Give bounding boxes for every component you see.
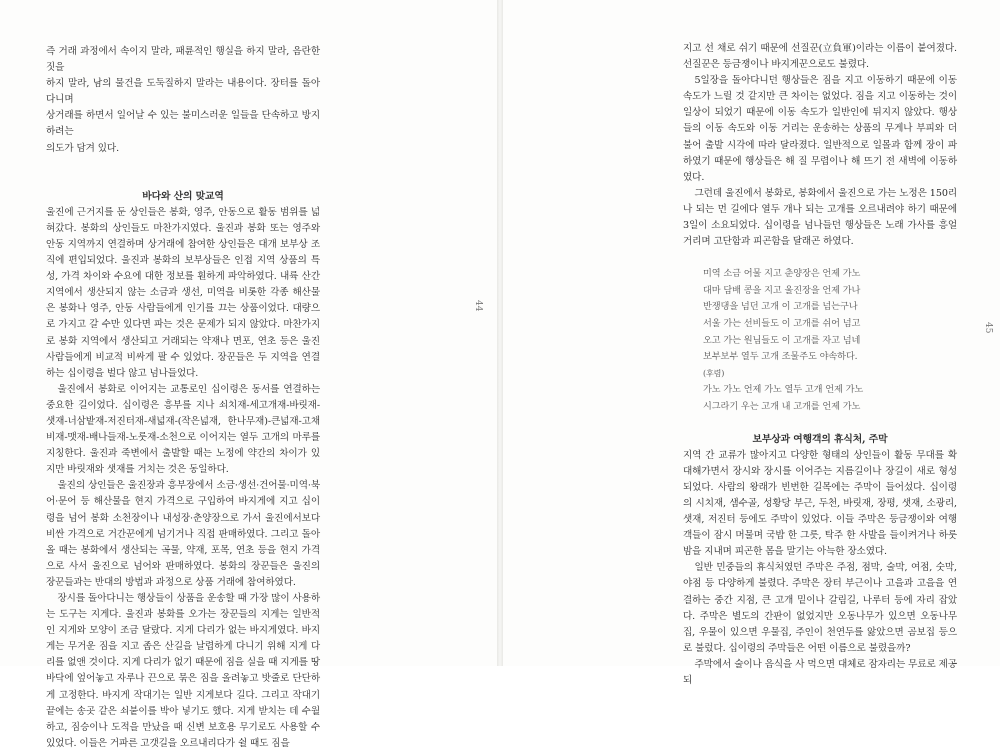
poem-line: 반쟁댕을 넘던 고개 이 고개를 넘는구나 — [703, 301, 858, 313]
section-heading-right: 보부상과 여행객의 휴식처, 주막 — [752, 433, 888, 445]
intro-line-1: 즉 거래 과정에서 속이지 말라, 패륜적인 행실을 하지 말라, 음란한 짓을 — [46, 46, 320, 74]
body-paragraph: 5일장을 돌아다니던 행상들은 짐을 지고 이동하기 때문에 이동 속도가 느릴 것 같지만 큰 차이는 없었다. 짐을 지고 이동하는 것이 일상이 되었기 때문에 이동 속도가 일반인에 뒤지지 않았다. 행상들의 이동 속도와 이동 거리는 운송하는 상품의 무게나 부피와 더불어 출발 시각에 따라 달라졌다. 일반적으로 일몰과 함께 장이 파하였기 때문에 행상들은 해 질 무렵이나 해 뜨기 전 새벽에 이동하였다. — [683, 75, 957, 183]
intro-line-2: 하지 말라, 남의 물건을 도둑질하지 말라는 내용이다. 장터를 돌아다니며 — [46, 78, 320, 106]
poem-line: 가노 가노 언제 가노 열두 고개 언제 가노 — [703, 384, 864, 396]
section-heading-left: 바다와 산의 맞교역 — [142, 190, 224, 202]
intro-line-3: 상거래를 하면서 일어날 수 있는 불미스러운 일들을 단속하고 방지하려는 — [46, 110, 320, 138]
right-text-column — [683, 41, 957, 689]
intro-line-4: 의도가 담겨 있다. — [46, 142, 120, 154]
poem-line: 시그라기 우는 고개 내 고개를 언제 가노 — [703, 400, 861, 412]
body-paragraph: 울진의 상인들은 울진장과 흥부장에서 소금·생선·건어물·미역·북어·문어 등 해산물을 현지 가격으로 구입하여 바지게에 지고 십이령을 넘어 봉화 소천장이나 내성장·춘양장으로 가서 울진에서보다 비싼 가격으로 거간꾼에게 넘기거나 직접 판매하였다. 그리고 돌아올 때는 봉화에서 생산되는 곡물, 약재, 포목, 연초 등을 현지 가격으로 사서 울진으로 넘어와 판매하였다. 봉화의 장꾼들은 울진의 장꾼들과는 반대의 방법과 과정으로 상품 거래에 참여하였다. — [46, 480, 320, 588]
left-text-column — [46, 44, 320, 752]
body-paragraph: 장시를 돌아다니는 행상들이 상품을 운송할 때 가장 많이 사용하는 도구는 지게다. 울진과 봉화를 오가는 장꾼들의 지게는 일반적인 지게와 모양이 조금 달랐다. 지게 다리가 없는 바지게였다. 바지게는 무거운 짐을 지고 좁은 산길을 날렵하게 다니기 위해 지게 다리를 없앤 것이다. 지게 다리가 없기 때문에 짐을 실을 때 지게를 땅바닥에 엎어놓고 자루나 끈으로 묶은 짐을 올려놓고 밧줄로 단단하게 고정한다. 바지게 작대기는 일반 지게보다 길다. 그리고 작대기 끝에는 송곳 같은 쇠붙이를 박아 넣기도 했다. 지게 받치는 데 수월하고, 짐승이나 도적을 만났을 때 신변 보호용 무기로도 사용할 수 있었다. 이들은 거파른 고갯길을 오르내리다가 쉴 때도 짐을 — [46, 593, 320, 749]
page-number-right: 45 — [983, 322, 993, 334]
body-paragraph: 지고 선 채로 쉬기 때문에 선질꾼(立負軍)이라는 이름이 붙여졌다. 선질꾼은 등금쟁이나 바지게꾼으로도 불렸다. — [683, 43, 957, 71]
page-number-left: 44 — [473, 300, 483, 312]
right-page — [503, 0, 1000, 686]
left-page — [0, 0, 497, 749]
body-paragraph: 그런데 울진에서 봉화로, 봉화에서 울진으로 가는 노정은 150리나 되는 먼 길에다 열두 개나 되는 고개를 오르내려야 하기 때문에 3일이 소요되었다. 십이령을 넘나들던 행상들은 노래 가사를 흥얼거리며 고단함과 피곤함을 달래곤 하였다. — [683, 187, 957, 248]
poem-line: 보부보부 열두 고개 조물주도 야속하다. — [703, 351, 858, 363]
body-paragraph: 울진에 근거지를 둔 상인들은 봉화, 영주, 안동으로 활동 범위를 넓혀갔다. 봉화의 상인들도 마찬가지였다. 울진과 봉화 또는 영주와 안동 지역까지 연결하며 상거래에 참여한 상인들은 대개 보부상 조직에 편입되었다. 울진과 봉화의 보부상들은 인접 지역 상품의 특성, 가격 차이와 수요에 대한 정보를 훤하게 파악하였다. 내륙 산간 지역에서 생산되지 않는 소금과 생선, 미역을 비롯한 각종 해산물은 봉화나 영주, 안동 사람들에게 인기를 끄는 상품이었다. 대량으로 가지고 갈 수만 있다면 파는 것은 문제가 되지 않았다. 마찬가지로 봉화 지역에서 생산되고 거래되는 약재나 면포, 연초 등은 울진 사람들에게 비교적 비싸게 팔 수 있었다. 장꾼들은 두 지역을 연결하는 십이령을 벌다 않고 넘나들었다. — [46, 206, 320, 379]
spacer — [46, 173, 320, 189]
folk-song-lyrics — [703, 266, 957, 415]
spacer — [683, 416, 957, 432]
body-paragraph: 지역 간 교류가 많아지고 다양한 형태의 상인들이 활동 무대를 확대해가면서 장시와 장시를 이어주는 지름길이나 장길이 새로 형성되었다. 사람의 왕래가 빈번한 길목에는 주막이 들어섰다. 십이령의 시치재, 샘수골, 성황당 부근, 두천, 바릿재, 장평, 샛재, 소광리, 샛재, 저진터 등에도 주막이 있었다. 이들 주막은 등금쟁이와 여행객들이 잠시 머물며 국밥 한 그릇, 탁주 한 사발을 들이켜거나 하룻밤을 지내며 피곤한 몸을 말기는 아늑한 장소였다. — [683, 449, 957, 558]
poem-line: 오고 가는 원님들도 이 고개를 자고 넘네 — [703, 334, 861, 346]
spacer — [683, 250, 957, 266]
body-paragraph: 일반 민중들의 휴식처였던 주막은 주점, 점막, 술막, 여점, 숫막, 야점 등 다양하게 불렸다. 주막은 장터 부근이나 고을과 고을을 연결하는 중간 지점, 큰 고개 밑이나 갈림길, 나루터 등에 자리 잡았다. 주막은 별도의 간판이 없었지만 오동나무가 있으면 오동나무집, 우물이 있으면 우물집, 주인이 천연두를 앓았으면 곰보집 등으로 불렀다. 십이령의 주막들은 어떤 이름으로 불렸을까? — [683, 562, 957, 654]
spacer — [46, 157, 320, 173]
poem-line: 대마 담배 콩을 지고 울진장을 언제 가나 — [703, 284, 861, 296]
body-paragraph: 주막에서 술이나 음식을 사 먹으면 대체로 잠자리는 무료로 제공되 — [683, 658, 957, 686]
poem-refrain-label: (후렴) — [703, 368, 725, 378]
body-paragraph: 울진에서 봉화로 이어지는 교통로인 십이령은 동서를 연결하는 중요한 길이었다. 십이령은 흥부를 지나 쇠치재-세고개재-바릿재-샛재-너삼밭재-저진터재-새넓재-(작은넓재, 한나무재)-큰넓재-고채비재-맷재-배나들재-노룻재-소천으로 이어지는 열두 고개의 마루를 지칭한다. 울진과 죽변에서 출발할 때는 노정에 약간의 차이가 있지만 바릿재와 샛재를 거치는 것은 동일하다. — [46, 383, 320, 476]
poem-line: 미역 소금 어물 지고 춘양장은 언제 가노 — [703, 268, 861, 280]
poem-line: 서울 가는 선비들도 이 고개를 쉬어 넘고 — [703, 318, 861, 329]
